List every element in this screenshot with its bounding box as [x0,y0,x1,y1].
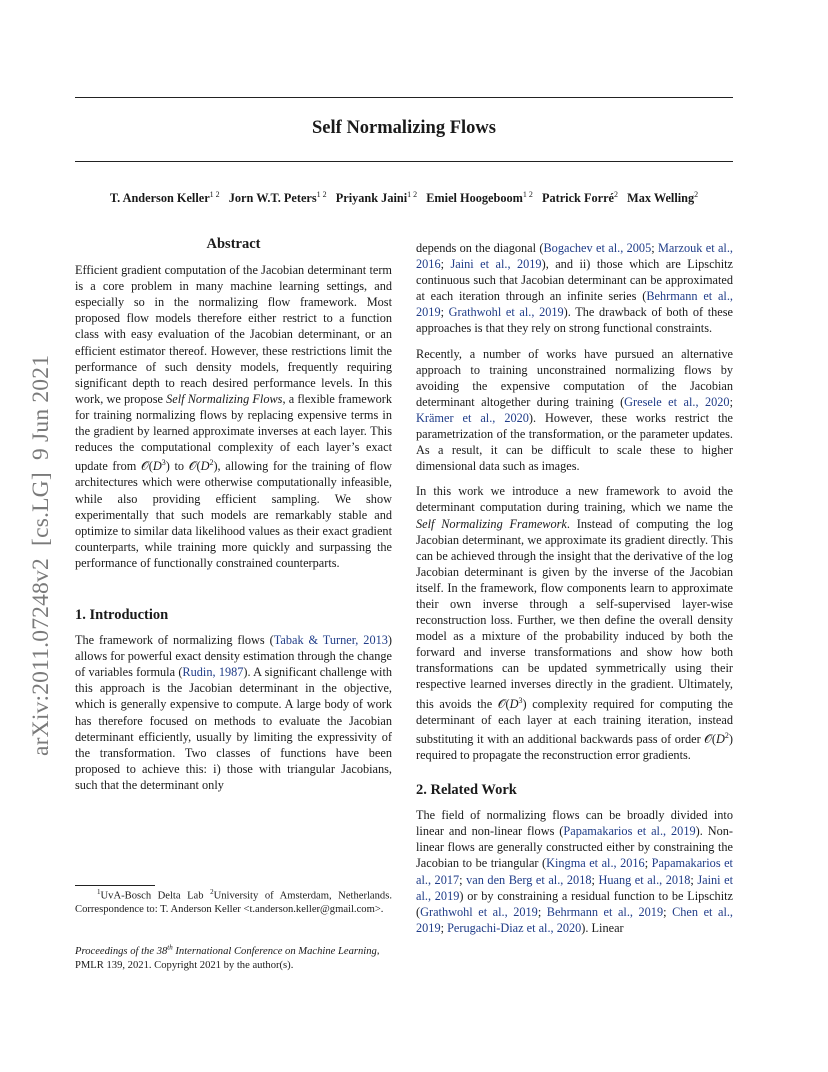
citation-link[interactable]: Behrmann et al., 2019 [546,904,664,919]
author: Patrick Forré$^2$ [541,190,619,205]
citation-link[interactable]: Tabak & Turner, 2013 [273,633,388,648]
author: Emiel Hoogeboom$^{1 2}$ [426,190,533,205]
citation-link[interactable]: Papamakarios et al., 2017 [416,856,733,887]
abstract-text: Efficient gradient computation of the Jacobian determinant term is a core problem in many machine learning settings, and especially so in the normalizing flow framework. Most proposed flow models therefore either restrict to a function class with easy evaluation of the Jacobian determinant, or an efficient estimator thereof. However, these restrictions limit the performance of such density models, frequently requiring significant depth to reach desired performance levels. In this work, we propose Self Normalizing Flows, a flexible framework for training normalizing flows by replacing expensive terms in the gradient by learned approximate inverses at each layer. This reduces the computational complexity of each layer’s exact update from $𝒪(D^3)$ to $𝒪(D^2)$, allowing for the training of flow architectures which were otherwise computationally infeasible, while also providing efficient sampling. We show experimentally that such models are remarkably stable and optimize to similar data likelihood values as their exact gradient counterparts, while training more quickly and surpassing the performance of functionally constrained counterparts. [75,263,392,570]
citation-link[interactable]: Kingma et al., 2016 [546,856,645,871]
proceedings-note: Proceedings of the 38th International Conference on Machine Learning, PMLR 139, 2021. Copyright 2021 by the author(s). [75,943,380,971]
author: Max Welling$^2$ [627,190,699,205]
citation-link[interactable]: Krämer et al., 2020 [416,410,529,425]
paper-title: Self Normalizing Flows [312,118,496,138]
top-rule [75,97,733,98]
citation-link[interactable]: Grathwohl et al., 2019 [448,305,564,320]
introduction-paragraph: depends on the diagonal (Bogachev et al., 2005; Marzouk et al., 2016; Jaini et al., 2019), and ii) those which are Lipschitz continuous such that Jacobian determinant can be approximated at each iteration through an infinite series (Behrmann et al., 2019; Grathwohl et al., 2019). The drawback of both of these approaches is that they rely on strong functional constraints. [416,241,733,336]
abstract-heading: Abstract [206,236,261,252]
citation-link[interactable]: Rudin, 1987 [182,665,244,680]
author: T. Anderson Keller$^{1 2}$ [109,190,220,205]
citation-link[interactable]: Huang et al., 2018 [598,872,691,887]
author-list [60,190,748,206]
citation-link[interactable]: Behrmann et al., 2019 [416,289,733,320]
citation-link[interactable]: Chen et al., 2019 [416,904,734,935]
introduction-paragraph: The framework of normalizing flows (Tabak & Turner, 2013) allows for powerful exact density estimation through the change of variables formula (Rudin, 1987). A significant challenge with this approach is the Jacobian determinant in the objective, which is generally expensive to compute. A large body of work has therefore focused on methods to evaluate the Jacobian determinant efficiently, usually by limiting the expressivity of the transformation. Two classes of functions have been proposed to achieve this: i) those with triangular Jacobians, such that the determinant only [75,633,393,792]
footnote: $^1$UvA-Bosch Delta Lab $^2$University of Amsterdam, Netherlands. Correspondence to: T. Anderson Keller <t.anderson.keller@gmail.com>. [75,888,392,916]
citation-link[interactable]: Jaini et al., 2019 [416,872,733,903]
citation-link[interactable]: Bogachev et al., 2005 [543,241,652,255]
introduction-paragraph: In this work we introduce a new framework to avoid the determinant computation during training, which we name the Self Normalizing Framework. Instead of computing the log Jacobian determinant, we approximate its gradient directly. This can be achieved through the insight that the derivative of the log Jacobian determinant is given by the inverse of the Jacobian itself. In the framework, flow components learn to approximate their own inverse through a self-supervised layer-wise reconstruction loss. Further, we then define the overall density model as a mixture of the probability induced by both the forward and inverse transformations and show how both transformations can be updated symmetrically using their respective learned inverses directly in the gradient. Ultimately, this avoids the $𝒪(D^3)$ complexity required for computing the determinant of each layer at each training iteration, instead substituting it with an additional backwards pass of order $𝒪(D^2)$ required to propagate the reconstruction error gradients. [416,484,733,762]
citation-link[interactable]: Grathwohl et al., 2019 [420,904,538,919]
left-column [75,236,392,793]
right-column [416,240,733,936]
section-heading-introduction: 1. Introduction [75,606,169,623]
title-bottom-rule [75,161,733,162]
citation-link[interactable]: Marzouk et al., 2016 [416,241,733,272]
author: Priyank Jaini$^{1 2}$ [335,190,418,205]
author: Jorn W.T. Peters$^{1 2}$ [228,190,327,205]
citation-link[interactable]: Papamakarios et al., 2019 [563,824,696,839]
citation-link[interactable]: van den Berg et al., 2018 [466,872,592,887]
citation-link[interactable]: Gresele et al., 2020 [624,394,730,409]
related-work-paragraph: The field of normalizing flows can be broadly divided into linear and non-linear flows (Papamakarios et al., 2019). Non-linear flows are generally constructed either by constraining the Jacobian to be triangular (Kingma et al., 2016; Papamakarios et al., 2017; van den Berg et al., 2018; Huang et al., 2018; Jaini et al., 2019) or by constraining a residual function to be Lipschitz (Grathwohl et al., 2019; Behrmann et al., 2019; Chen et al., 2019; Perugachi-Diaz et al., 2020). Linear [416,808,734,935]
introduction-paragraph: Recently, a number of works have pursued an alternative approach to training unconstrained normalizing flows by avoiding the expensive computation of the Jacobian determinant altogether during training (Gresele et al., 2020; Krämer et al., 2020). However, these works restrict the parametrization of the transformation, or the parameter updates. As a result, it can be difficult to scale these to higher dimensional data such as images. [416,346,734,474]
citation-link[interactable]: Perugachi-Diaz et al., 2020 [447,920,582,935]
arxiv-identifier-stamp: arXiv:2011.07248v2 [cs.LG] 9 Jun 2021 [28,354,54,756]
section-heading-related-work: 2. Related Work [416,782,517,799]
citation-link[interactable]: Jaini et al., 2019 [450,257,542,272]
